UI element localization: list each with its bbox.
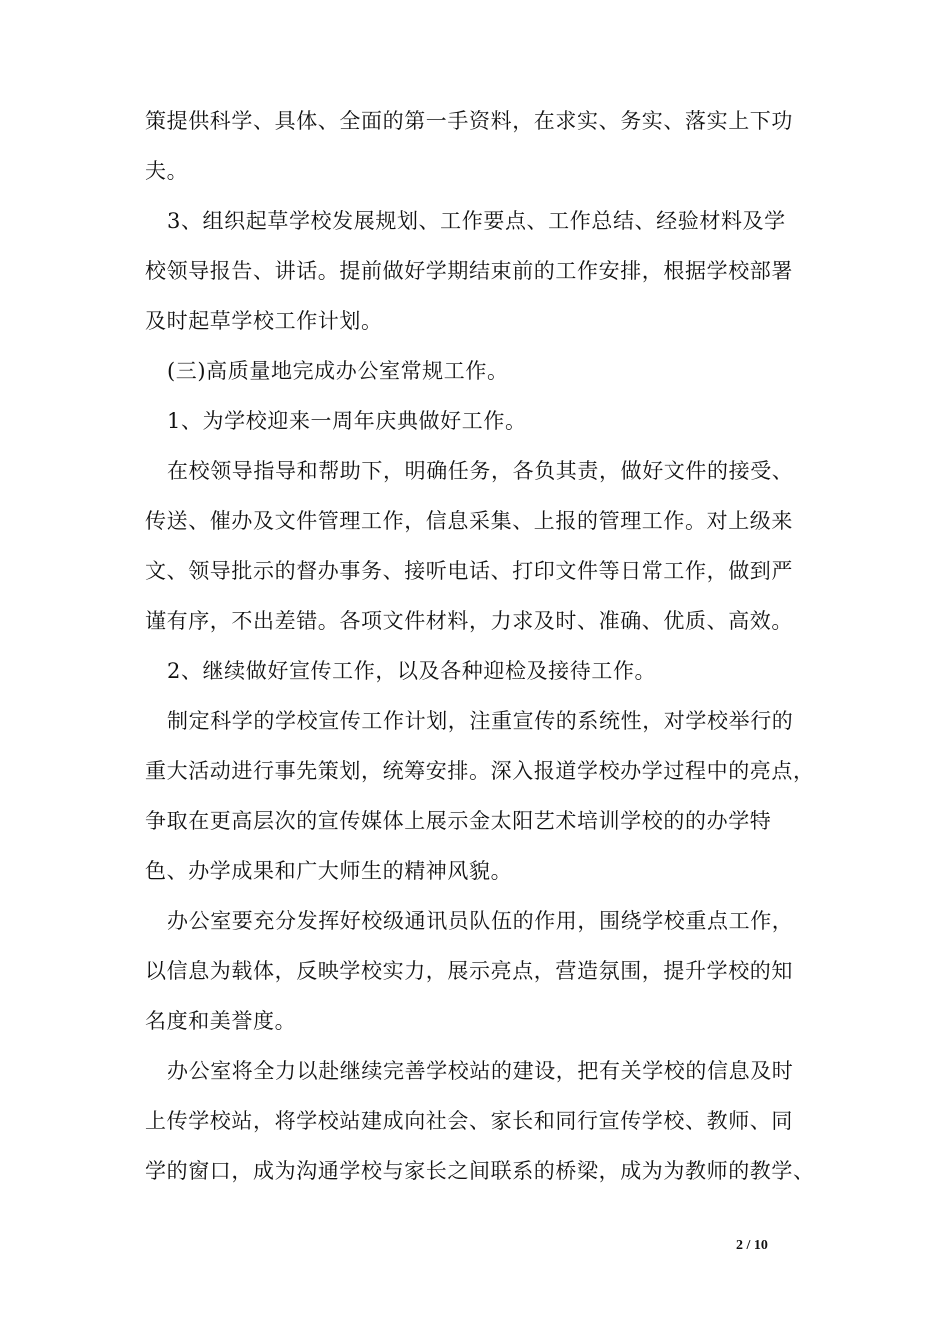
body-text-line: 名度和美誉度。 bbox=[145, 1009, 297, 1033]
page-number: 2 / 10 bbox=[736, 1238, 768, 1253]
body-text-line: 校领导报告、讲话。提前做好学期结束前的工作安排，根据学校部署 bbox=[145, 259, 793, 283]
body-text-line: 办公室要充分发挥好校级通讯员队伍的作用，围绕学校重点工作， bbox=[167, 909, 794, 933]
section-heading: (三)高质量地完成办公室常规工作。 bbox=[167, 359, 509, 383]
body-text-line: 3、组织起草学校发展规划、工作要点、工作总结、经验材料及学 bbox=[167, 209, 786, 233]
body-text-line: 色、办学成果和广大师生的精神风貌。 bbox=[145, 859, 513, 883]
body-text-line: 办公室将全力以赴继续完善学校站的建设，把有关学校的信息及时 bbox=[167, 1059, 794, 1083]
body-text-line: 制定科学的学校宣传工作计划，注重宣传的系统性，对学校举行的 bbox=[167, 709, 794, 733]
body-text-line: 及时起草学校工作计划。 bbox=[145, 309, 383, 333]
body-text-line: 争取在更高层次的宣传媒体上展示金太阳艺术培训学校的的办学特 bbox=[145, 809, 772, 833]
body-text-line: 在校领导指导和帮助下，明确任务，各负其责，做好文件的接受、 bbox=[167, 459, 794, 483]
body-text-line: 学的窗口，成为沟通学校与家长之间联系的桥梁，成为为教师的教学、 bbox=[145, 1159, 815, 1183]
body-text-line: 以信息为载体，反映学校实力，展示亮点，营造氛围，提升学校的知 bbox=[145, 959, 793, 983]
body-text-line: 夫。 bbox=[145, 159, 189, 183]
body-text-line: 上传学校站，将学校站建成向社会、家长和同行宣传学校、教师、同 bbox=[145, 1109, 793, 1133]
body-text-line: 重大活动进行事先策划，统筹安排。深入报道学校办学过程中的亮点， bbox=[145, 759, 815, 783]
body-text-line: 谨有序，不出差错。各项文件材料，力求及时、准确、优质、高效。 bbox=[145, 609, 793, 633]
body-text-line: 传送、催办及文件管理工作，信息采集、上报的管理工作。对上级来 bbox=[145, 509, 793, 533]
body-text-line: 策提供科学、具体、全面的第一手资料，在求实、务实、落实上下功 bbox=[145, 109, 793, 133]
body-text-line: 文、领导批示的督办事务、接听电话、打印文件等日常工作，做到严 bbox=[145, 559, 793, 583]
subsection-heading: 2、继续做好宣传工作，以及各种迎检及接待工作。 bbox=[167, 659, 657, 683]
subsection-heading: 1、为学校迎来一周年庆典做好工作。 bbox=[167, 409, 527, 433]
